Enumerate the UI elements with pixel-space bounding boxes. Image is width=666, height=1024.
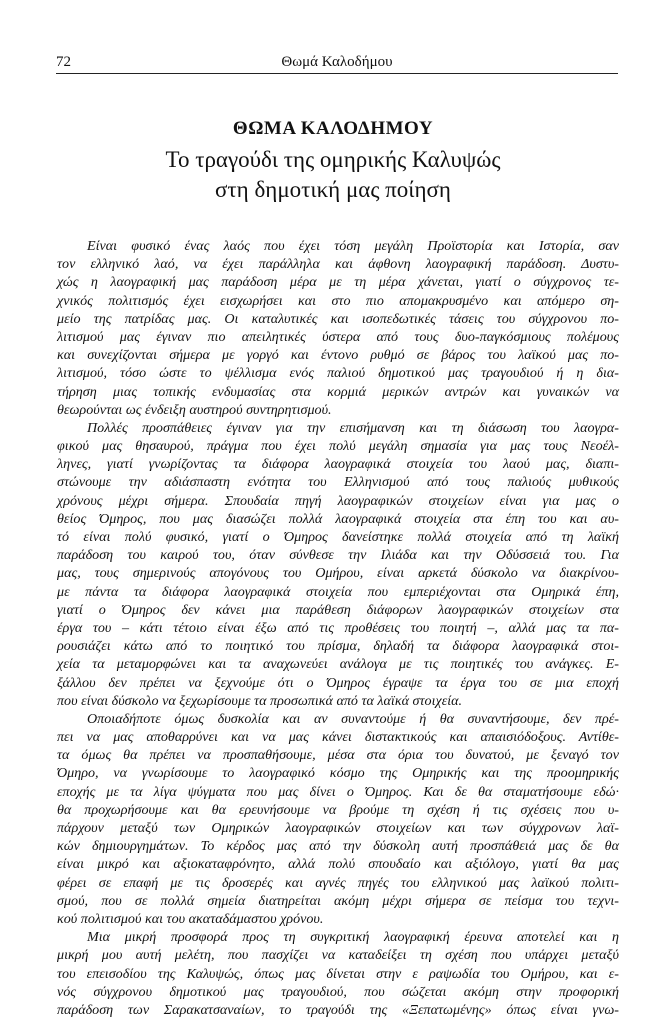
body-line: Οποιαδήποτε όμως δυσκολία και αν συναντούμε ή θα συναντήσουμε, δεν πρέ- [87,710,619,727]
body-line: παράδοση των Σαρακατσαναίων, το τραγούδι της «Ξεπατωμένης» όπως είναι γνω- [57,1001,619,1018]
body-line: γιατί ο Όμηρος δεν κάνει μια παράθεση διάφορων λαογραφικών στοιχείων στα [57,601,619,618]
body-line: ρουσιάζει κάτω από το ποιητικό του πρίσμα, δηλαδή τα διάφορα λαογραφικά στοι- [57,638,619,655]
title-line: στη δημοτική μας ποίηση [215,177,451,202]
body-line: χώς η λαογραφική μας παράδοση μέρα με τη μέρα χάνεται, γιατί ο σύγχρονος τε- [57,274,619,291]
body-line: μας, τους σημερινούς απογόνους του Ομήρου, είναι αρκετά δύσκολο να διακρίνου- [57,565,619,582]
body-line: Όμηρο, να γνωρίσουμε το λαογραφικό κόσμο της Ομηρικής και της προομηρικής [57,765,619,782]
body-line: που είναι δύσκολο να ξεχωρίσουμε τα προσωπικά από τα λαϊκά στοιχεία. [57,692,463,709]
body-line: κών δημιουργημάτων. Το κέρδος μας από την δύσκολη αυτή προσπάθειά μας δε θα [57,838,619,855]
title-line: Το τραγούδι της ομηρικής Καλυψώς [165,147,501,172]
body-line: τα όμως θα πρέπει να προσπαθήσουμε, μέσα στα όρια του δυνατού, με ξεναγό τον [57,747,619,764]
body-line: εποχής με τα λίγα ψύγματα που μας δίνει ο Όμηρος. Και δε θα σταματήσουμε εδώ· [57,783,619,800]
body-line: του επεισοδίου της Καλυψώς, όπως μας δίνεται στην ε ραψωδία του Ομήρου, και ε- [57,965,619,982]
body-line: Πολλές προσπάθειες έγιναν για την επισήμανση και τη διάσωση του λαογρα- [87,419,619,436]
body-line: Μια μικρή προσφορά προς τη συγκριτική λαογραφική έρευνα αποτελεί και η [87,929,619,946]
article-author: ΘΩΜΑ ΚΑΛΟΔΗΜΟΥ [232,118,434,139]
body-line: τήρηση μιας τοπικής ενδυμασίας στα κορμιά μερικών αντρών και γυναικών να [57,383,619,400]
page-number: 72 [56,54,71,70]
body-line: χνικός πολιτισμός έχει εισχωρήσει και στο πιο απομακρυσμένο και απόμερο ση- [57,292,619,309]
body-line: θεωρούνται ως ένδειξη αυστηρού συντηρητισμού. [57,401,332,418]
body-line: ξάλλου δεν πρέπει να ξεχνούμε ότι ο Όμηρος έγραψε τα έργα του σε μια εποχή [57,674,619,691]
body-line: σμού, που σε πολλά σημεία διατηρείται ακόμη μέχρι σήμερα σε πείσμα του τεχνι- [57,892,619,909]
body-line: πάρχουν μεταξύ των Ομηρικών λαογραφικών στοιχείων και των σύγχρονων λαϊ- [57,820,619,836]
body-line: χρόνους μέχρι σήμερα. Σπουδαία πηγή λαογραφικών στοιχείων είναι για μας ο [57,492,619,509]
body-line: φέρει σε επαφή με τις δροσερές και αγνές πηγές του ελληνικού μας λαϊκού πολιτι- [57,874,619,891]
body-line: πει να μας αποθαρρύνει και να μας κάνει διστακτικούς και απαισιόδοξους. Αντίθε- [57,729,619,746]
article-body [57,237,619,1019]
body-line: ληνες, γιατί γνωρίζοντας τα διάφορα λαογραφικά στοιχεία του λαού μας, διαπι- [57,456,619,473]
body-line: παράδοση του καιρού του, όταν σύνθεσε την Ιλιάδα και την Οδύσσειά του. Για [57,547,619,564]
body-line: νός σύγχρονου δημοτικού μας τραγουδιού, που σώζεται ακόμη στην προφορική [57,983,619,1000]
running-title: Θωμά Καλοδήμου [281,54,393,70]
body-line: και συνεχίζονται σήμερα με γοργό και έντονο ρυθμό σε βάρος του λαϊκού μας πο- [57,347,619,364]
body-line: λιτισμού, τόσο ώστε το ψέλλισμα ενός παλιού δημοτικού μας τραγουδιού ή η δια- [57,365,619,382]
body-line: τον ελληνικό λαό, να έχει παράλληλα και άφθονη λαογραφική παράδοση. Δυστυ- [57,256,619,273]
body-line: είναι μικρό και αξιοκαταφρόνητο, αλλά πολύ σπουδαίο και αξιόλογο, γιατί θα μας [57,856,619,873]
body-line: θείος Όμηρος, που μας διασώζει πολλά λαογραφικά στοιχεία στα έπη του και αυ- [57,510,619,527]
body-line: θα προχωρήσουμε και θα ερευνήσουμε να βρούμε τη σχέση ή τις σχέσεις που υ- [57,801,619,818]
body-line: λιτισμού μας έγιναν πιο απειλητικές ύστερα από τους δυο-παγκόσμιους πολέμους [57,328,619,345]
body-line: χεία τα μεταμορφώνει και τα αναχωνεύει ανάλογα με τις ποιητικές του ανάγκες. Ε- [57,656,619,673]
body-line: έργα του – κάτι τέτοιο είναι έξω από τις προθέσεις του ποιητή –, αλλά μας τα πα- [57,619,619,636]
body-line: φικού μας θησαυρού, πράγμα που έχει πολύ μεγάλη σημασία για μας τους Νεοέλ- [57,438,619,455]
body-line: μικρή μου αυτή μελέτη, που πασχίζει να καταδείξει τη σχέση που υπάρχει μεταξύ [57,947,619,964]
running-head [56,53,618,74]
body-line: μείο της πατρίδας μας. Οι καταλυτικές και ισοπεδωτικές τάσεις του σύγχρονου πο- [57,310,619,327]
article-title [0,145,666,205]
body-line: κού πολιτισμού και του ακαταδάμαστου χρόνου. [57,910,324,927]
body-line: τό είναι πολύ φυσικό, γιατί ο Όμηρος δανείστηκε πολλά στοιχεία από τη λαϊκή [57,529,619,545]
body-line: στώνουμε την αδιάσπαστη ενότητα του Ελληνισμού από τους παλιούς μυθικούς [57,474,619,491]
body-line: Είναι φυσικό ένας λαός που έχει τόση μεγάλη Προϊστορία και Ιστορία, σαν [87,238,619,254]
body-line: με πάντα τα διάφορα λαογραφικά στοιχεία που εμπεριέχονται στα Ομηρικά έπη, [57,583,619,600]
